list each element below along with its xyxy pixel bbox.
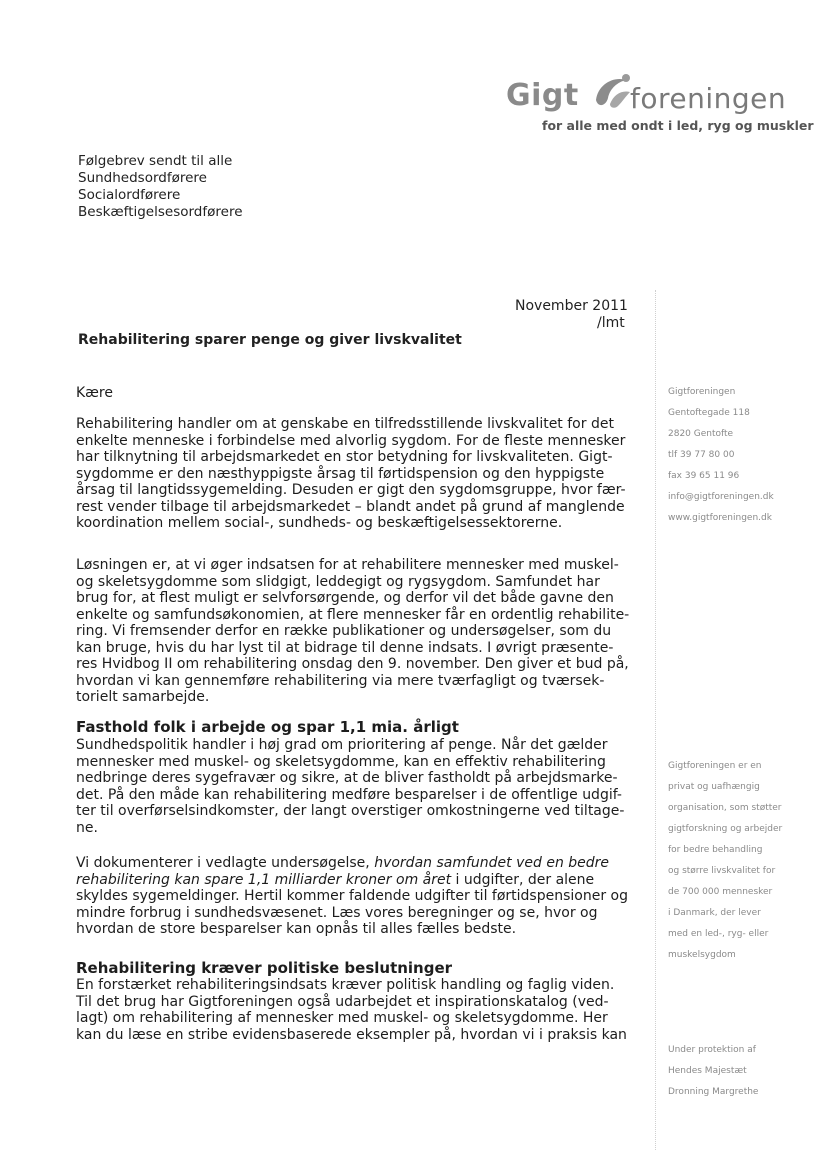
paragraph-4-end: i udgifter, der alene skyldes sygemeldinger. Hertil kommer faldende udgifter til førtidspensioner og mindre forbrug i sundhedsvæsenet. Læs vores beregninger og se, hvor og hvordan de store besparelser kan opnås til alles fælles bedste. <box>76 871 628 937</box>
contact-line: fax 39 65 11 96 <box>668 471 740 481</box>
about-line: i Danmark, der lever <box>668 908 761 918</box>
about-line: for bedre behandling <box>668 845 763 855</box>
paragraph-text: En forstærket rehabiliteringsindsats kræver politisk handling og faglig viden. Til det brug har Gigtforeningen også udarbejdet et inspirationskatalog (ved-lagt) om rehabilitering af mennesker med muskel- og skeletsygdomme. Her kan du læse en stribe evidensbaserede eksempler på, hvordan vi i praksis kan <box>76 977 627 1043</box>
protector-line: Under protektion af <box>668 1045 756 1055</box>
about-line: Gigtforeningen er en <box>668 761 762 771</box>
paragraph-text <box>76 855 632 938</box>
recipient-line: Socialordførere <box>78 187 181 203</box>
sidebar-divider <box>655 290 657 1150</box>
body-paragraph-5 <box>76 977 632 1043</box>
protector-line: Hendes Majestæt <box>668 1066 747 1076</box>
logo-figure-icon <box>588 70 636 114</box>
logo-word-gigt: Gigt <box>506 78 579 113</box>
letter-date: November 2011 <box>515 298 628 314</box>
contact-line: Gigtforeningen <box>668 387 736 397</box>
contact-line: www.gigtforeningen.dk <box>668 513 772 523</box>
protector-line: Dronning Margrethe <box>668 1087 759 1097</box>
letter-reference: /lmt <box>597 315 625 331</box>
logo <box>506 70 814 138</box>
letter-title: Rehabilitering sparer penge og giver livskvalitet <box>78 332 462 348</box>
sidebar-contact <box>668 382 774 529</box>
about-line: de 700 000 mennesker <box>668 887 773 897</box>
about-line: muskelsygdom <box>668 950 736 960</box>
contact-line: Gentoftegade 118 <box>668 408 750 418</box>
paragraph-text: Løsningen er, at vi øger indsatsen for at rehabilitere mennesker med muskel- og skeletsygdomme som slidgigt, leddegigt og rygsygdom. Samfundet har brug for, at flest muligt er selvforsørgende, og derfor vil det både gavne den enkelte og samfundsøkonomien, at flere mennesker får en ordentlig rehabilite-ring. Vi fremsender derfor en række publikationer og undersøgelser, som du kan bruge, hvis du har lyst til at bidrage til denne indsats. I øvrigt præsente-res Hvidbog II om rehabilitering onsdag den 9. november. Den giver et bud på, hvordan vi kan gennemføre rehabilitering via mere tværfagligt og tværsek-torielt samarbejde. <box>76 557 630 705</box>
sidebar-protector <box>668 1040 758 1103</box>
body-paragraph-1 <box>76 416 632 532</box>
about-line: med en led-, ryg- eller <box>668 929 769 939</box>
recipient-block <box>78 153 243 221</box>
section-heading-1: Fasthold folk i arbejde og spar 1,1 mia. årligt <box>76 718 459 736</box>
greeting: Kære <box>76 385 113 401</box>
sidebar-about <box>668 756 782 966</box>
paragraph-4-emphasis: hvordan samfundet ved en bedre rehabilitering kan spare 1,1 milliarder kroner om året <box>76 855 610 888</box>
recipient-line: Sundhedsordførere <box>78 170 207 186</box>
about-line: privat og uafhængig <box>668 782 760 792</box>
contact-line: info@gigtforeningen.dk <box>668 492 774 502</box>
about-line: organisation, som støtter <box>668 803 782 813</box>
about-line: gigtforskning og arbejder <box>668 824 783 834</box>
body-paragraph-4 <box>76 855 632 938</box>
paragraph-text: Rehabilitering handler om at genskabe en tilfredsstillende livskvalitet for det enkelte menneske i forbindelse med alvorlig sygdom. For de fleste mennesker har tilknytning til arbejdsmarkedet en stor betydning for livskvaliteten. Gigt-sygdomme er den næsthyppigste årsag til førtidspension og den hyppigste årsag til langtidssygemelding. Desuden er gigt den sygdomsgruppe, hvor fær-rest vender tilbage til arbejdsmarkedet – blandt andet på grund af manglende koordination mellem social-, sundheds- og beskæftigelsessektorerne. <box>76 416 626 531</box>
body-paragraph-3 <box>76 737 632 836</box>
recipient-line: Følgebrev sendt til alle <box>78 153 233 169</box>
paragraph-text: Sundhedspolitik handler i høj grad om prioritering af penge. Når det gælder mennesker med muskel- og skeletsygdomme, kan en effektiv rehabilitering nedbringe deres sygefravær og sikre, at de bliver fastholdt på arbejdsmarke-det. På den måde kan rehabilitering medføre besparelser i de offentlige udgif-ter til overførselsindkomster, der langt overstiger omkostningerne ved tiltage-ne. <box>76 737 625 836</box>
paragraph-4-start: Vi dokumenterer i vedlagte undersøgelse, <box>76 855 375 871</box>
logo-tagline: for alle med ondt i led, ryg og muskler <box>542 118 814 133</box>
logo-word-foreningen: foreningen <box>630 82 787 115</box>
contact-line: tlf 39 77 80 00 <box>668 450 735 460</box>
section-heading-2: Rehabilitering kræver politiske beslutninger <box>76 959 453 977</box>
recipient-line: Beskæftigelsesordførere <box>78 204 243 220</box>
about-line: og større livskvalitet for <box>668 866 776 876</box>
contact-line: 2820 Gentofte <box>668 429 734 439</box>
body-paragraph-2 <box>76 557 632 706</box>
